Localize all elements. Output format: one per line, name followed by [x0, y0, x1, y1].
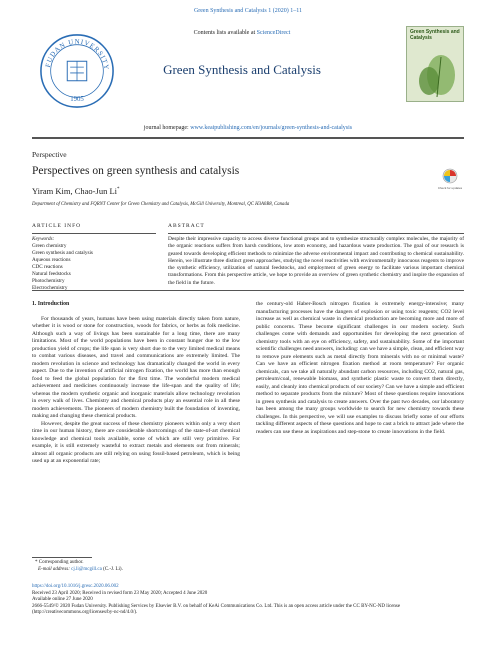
body-paragraph: For thousands of years, humans have been using materials directly taken from nature, whether it is wood or stone for construction, woods for fabrics, or herbs as folk medicine. Although such a way of livings has been sustainable for a long time, there are many limitations. Most of the world populations have been in constant hunger due to the low production yield of crops; the life span is very short due to the very limited medical means to combat various diseases, and travel and communications are extremely limited. The modern revolution in science and technology has dramatically changed the world in every aspect. Due to the invention of artificial nitrogen fixation, the world has more than enough food to feed the global population for the first time. The wonderful modern medical achievement and medicines continuously increase the life-span and the quality of life; whereas the modern synthetic organic and inorganic materials allow technology revolution in every walk of lives. Chemistry and chemical products play an essential role in all these modern achievements. The pioneers of modern chemistry built the foundation of inventing, making and changing these chemical products.	[32, 315, 240, 419]
footnotes	[32, 560, 464, 573]
logo-year: 1905	[70, 96, 84, 104]
crossmark-icon[interactable]	[437, 168, 463, 192]
keyword: Photochemistry	[32, 278, 65, 284]
corresponding-author-note	[32, 560, 464, 567]
email-suffix: (C.-J. Li).	[101, 566, 123, 572]
author-affiliation: Department of Chemistry and FQRNT Center for Green Chemistry and Catalysis, McGill University, Montreal, QC H3A0B8, Canada	[32, 202, 290, 207]
email-note	[32, 567, 464, 574]
homepage-prefix: journal homepage:	[143, 125, 191, 131]
copyright-notice: 2666-5549/© 2020 Fudan University. Publishing Services by Elsevier B.V. on behalf of KeAi Communications Co. Ltd. This is an open access article under the CC BY-NC-ND license (http://creativecommons.org/licenses/by-nc-nd/4.0/).	[32, 603, 401, 616]
received-dates: Received 23 April 2020; Received in revised form 23 May 2020; Accepted 4 June 2020	[32, 590, 208, 596]
article-section: Perspective	[32, 150, 67, 159]
running-head: Green Synthesis and Catalysis 1 (2020) 1–11	[193, 8, 303, 14]
article-title: Perspectives on green synthesis and catalysis	[32, 165, 240, 177]
cover-title: Green Synthesis and Catalysis	[410, 29, 460, 41]
journal-homepage-link[interactable]: www.keaipublishing.com/en/journals/green-synthesis-and-catalysis	[190, 125, 353, 131]
author-list	[32, 186, 120, 196]
doi-link[interactable]: https://doi.org/10.1016/j.gresc.2020.06.002	[32, 584, 119, 589]
keyword: Natural feedstocks	[32, 271, 71, 277]
body-right-column	[256, 301, 464, 436]
keyword: Green chemistry	[32, 243, 67, 249]
contents-line	[132, 30, 352, 36]
footnote-mark: *	[35, 560, 38, 565]
journal-title: Green Synthesis and Catalysis	[163, 62, 321, 77]
front-matter-rule	[32, 290, 464, 291]
cover-leaf-illustration	[407, 27, 463, 101]
keyword: CDC reactions	[32, 264, 63, 270]
article-info-heading: ARTICLE INFO	[32, 223, 82, 229]
masthead-center	[132, 26, 352, 78]
keyword: Green synthesis and catalysis	[32, 250, 93, 256]
available-online: Available online 27 June 2020	[32, 597, 93, 603]
contents-prefix: Contents lists available at	[193, 30, 257, 36]
journal-cover-thumbnail	[406, 26, 464, 102]
masthead-rule	[32, 137, 464, 139]
introduction-heading: 1. Introduction	[32, 301, 70, 307]
journal-masthead	[32, 26, 464, 136]
fudan-university-logo	[38, 32, 116, 110]
keyword: Aqueous reactions	[32, 257, 71, 263]
authors: Yiram Kim, Chao-Jun Li	[32, 186, 117, 196]
article-info-rule	[32, 233, 156, 234]
author-email-link[interactable]: cj.li@mcgill.ca	[71, 566, 102, 572]
corresponding-author-mark: *	[117, 187, 120, 193]
keywords-label: Keywords:	[32, 236, 55, 242]
crossmark-label: Check for updates	[437, 186, 463, 190]
publication-info	[32, 584, 464, 617]
logo-text: FUDAN UNIVERSITY	[44, 38, 110, 71]
body-paragraph: However, despite the great success of these chemistry pioneers within only a very short time in our human history, there are considerable shortcomings of the state-of-art chemical knowledge and chemical tools available, some of which are still very primitive. For example, it is still extremely wasteful to extract metals and elements out from minerals; almost all organic products are still relying on using fossil-based petroleum, which is being used up at an exponential rate;	[32, 420, 240, 464]
abstract-rule	[168, 233, 464, 234]
sciencedirect-link[interactable]: ScienceDirect	[256, 30, 291, 36]
abstract-heading: ABSTRACT	[168, 223, 205, 229]
journal-homepage-line	[32, 125, 464, 131]
corresponding-label: Corresponding author.	[38, 560, 84, 565]
keyword: Electrochemistry	[32, 285, 68, 291]
email-label: E-mail address:	[38, 566, 70, 572]
abstract-text: Despite their impressive capacity to access diverse functional groups and to synthesize structurally complex molecules, the majority of the organic reactions suffers from harsh conditions, low atom economy, and hazardous waste production. The goal of our research is geared towards developing efficient methods to minimize the adverse environmental impact and contributing to chemical sustainability. Herein, we illustrate three distinct green approaches, studying the novel reactivities with environmentally innocuous reagents to improve the synthetic efficiency, utilization of natural feedstocks, and employment of green energy to facilitate various important chemical transformations. From this perspective article, we hope to provide an overview of green synthetic chemistry and inspire the expansion of the field in the future.	[168, 236, 464, 286]
body-left-column	[32, 301, 240, 466]
body-paragraph: the century-old Haber-Bosch nitrogen fixation is extremely energy-intensive; many manufacturing processes have the dangers of explosion or using toxic reagents; CO2 level increase as well as chemical waste in chemical production are becoming more and more of public concerns. These become significant challenges in our modern society. Such challenges come with demands and opportunities for developing the next generation of chemistry tools with an eye on efficiency, safety, and sustainability. Some of the important scientific challenges need answers, including: can we have a simple, clean, and efficient way to remove pure elements such as metal directly from minerals with no or minimal waste? Can we have an efficient nitrogen fixation method at room temperature? For organic chemicals, can we take all naturally abundant carbon resources, including CO2, natural gas, petroleum/coal, renewable biomass, and synthetic plastic waste to convert them directly, easily, and cleanly into chemical products of our society? Can we have a simple and efficient method to separate products from the mixture? Most of these questions require innovations in green synthesis and catalysis to create answers. Over the past two decades, our laboratory has been among the many groups worldwide to search for new chemistry towards these challenges. In this perspective, we will use examples to discuss briefly some of our efforts tackling different aspects of these questions and hope to cast a brick to attract jade where the readers can use these as inspirations and step-stone to create innovations in the field.	[256, 301, 464, 435]
footnote-rule	[32, 557, 92, 558]
keywords-block	[32, 236, 156, 292]
